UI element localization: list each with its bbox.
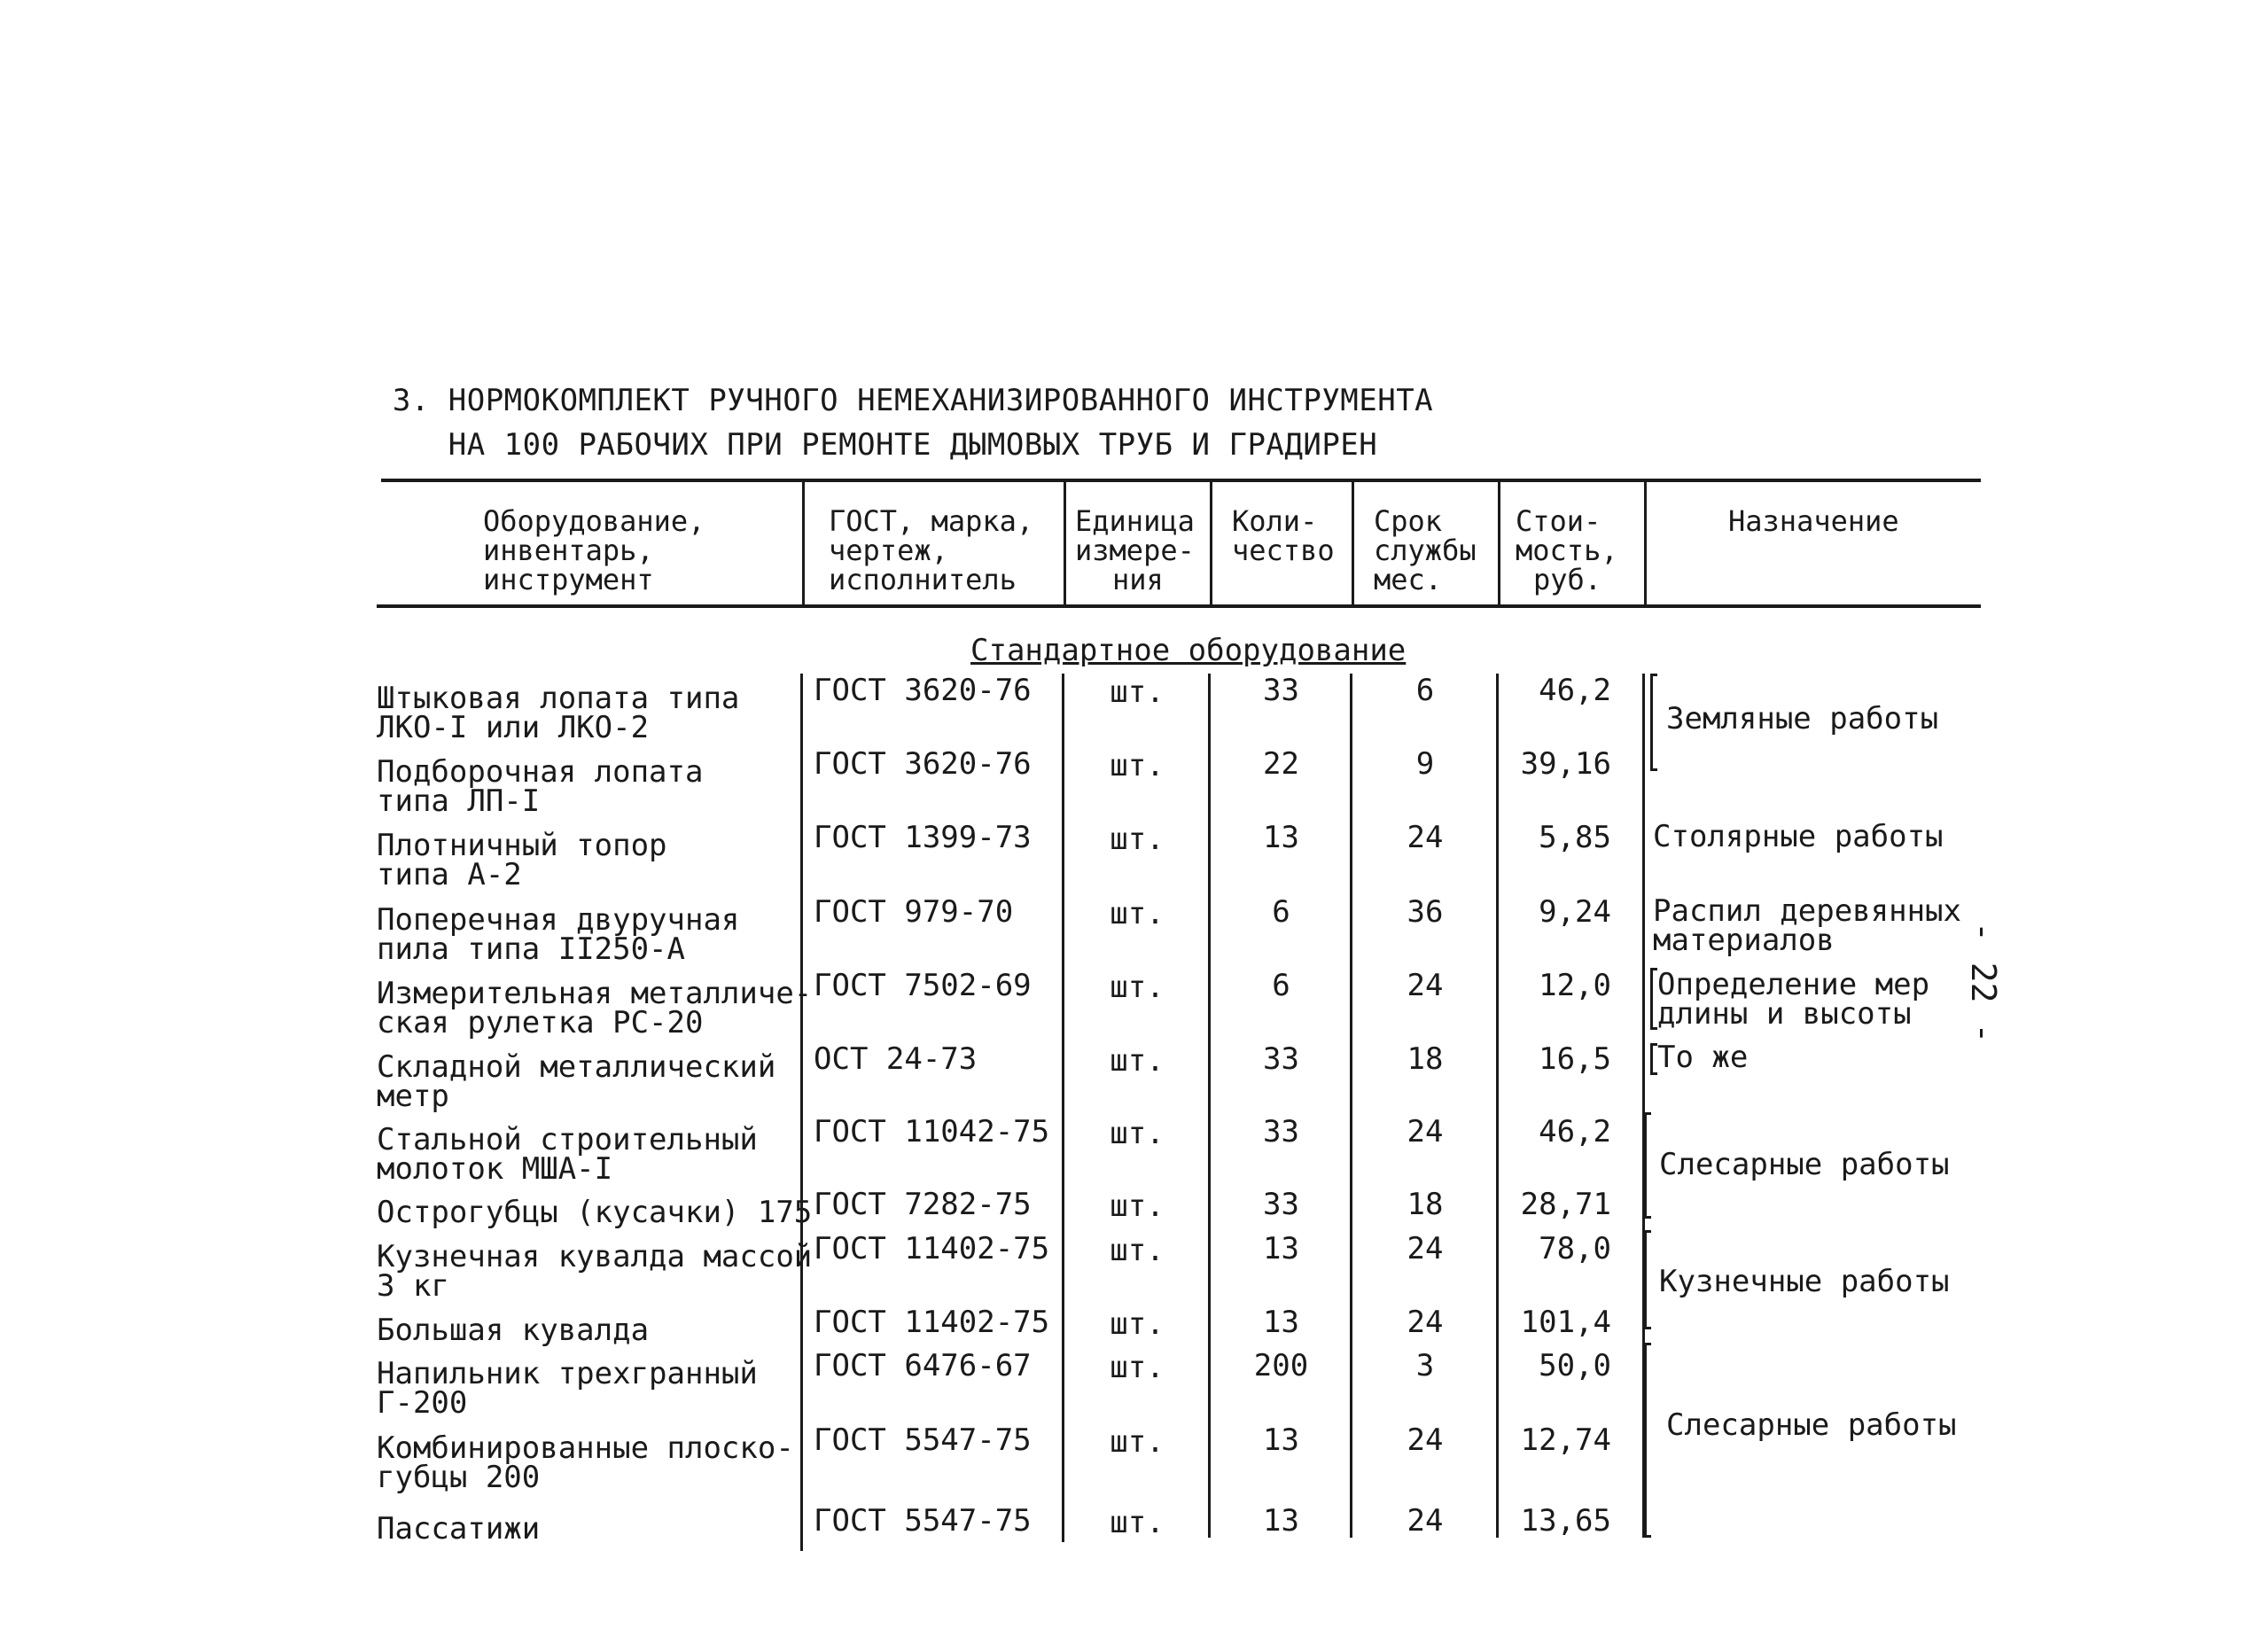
- body-sep-4: [1350, 674, 1352, 1538]
- row-9-gost: ГОСТ 11402-75: [814, 1231, 1050, 1266]
- header-cost-l2: мость,: [1516, 534, 1618, 567]
- row-10-qty: 13: [1263, 1305, 1299, 1340]
- header-equipment-l2: инвентарь,: [483, 534, 654, 567]
- header-unit-l2: измере-: [1075, 534, 1195, 567]
- row-7-unit: шт.: [1110, 1116, 1165, 1151]
- row-6-gost: ОСТ 24-73: [814, 1041, 978, 1077]
- purpose-1: Земляные работы: [1666, 701, 1939, 736]
- row-10-unit: шт.: [1110, 1306, 1165, 1342]
- row-2-cost: 39,16: [1520, 746, 1611, 782]
- row-2-name-l2: типа ЛП-I: [377, 783, 541, 819]
- row-13-cost: 13,65: [1520, 1503, 1611, 1539]
- row-11-gost: ГОСТ 6476-67: [814, 1348, 1032, 1383]
- purpose-3-l1: Распил деревянных: [1653, 893, 1961, 929]
- row-13-gost: ГОСТ 5547-75: [814, 1503, 1032, 1539]
- row-6-name-l1: Складной металлический: [377, 1049, 776, 1085]
- header-life: [1374, 504, 1477, 596]
- row-12-name-l1: Комбинированные плоско-: [377, 1430, 794, 1466]
- header-sep-6: [1644, 482, 1647, 604]
- header-unit-l1: Единица: [1075, 504, 1195, 538]
- row-13-name-l1: Пассатижи: [377, 1511, 541, 1547]
- purpose-4-l2: длины и высоты: [1657, 996, 1912, 1032]
- row-2-name-l1: Подборочная лопата: [377, 754, 704, 790]
- row-11-qty: 200: [1253, 1348, 1309, 1383]
- row-3-gost: ГОСТ 1399-73: [814, 820, 1032, 855]
- row-2-unit: шт.: [1110, 748, 1165, 783]
- page-number: - 22 -: [1964, 922, 2003, 1044]
- header-qty: [1232, 504, 1335, 567]
- row-4-gost: ГОСТ 979-70: [814, 894, 1014, 930]
- row-12-cost: 12,74: [1520, 1422, 1611, 1458]
- row-13-life: 24: [1407, 1503, 1444, 1539]
- row-1-name-l2: ЛКО-I или ЛКО-2: [377, 710, 650, 745]
- row-13-qty: 13: [1263, 1503, 1299, 1539]
- header-gost-l1: ГОСТ, марка,: [829, 504, 1034, 538]
- row-1-unit: шт.: [1110, 674, 1165, 710]
- row-10-life: 24: [1407, 1305, 1444, 1340]
- row-8-gost: ГОСТ 7282-75: [814, 1187, 1032, 1222]
- header-cost: [1516, 504, 1618, 596]
- purpose-4-l1: Определение мер: [1657, 967, 1930, 1002]
- row-3-cost: 5,85: [1539, 820, 1611, 855]
- purpose-5: То же: [1657, 1040, 1749, 1075]
- purpose-3-l2: материалов: [1653, 923, 1835, 958]
- row-4-cost: 9,24: [1539, 894, 1611, 930]
- row-7-life: 24: [1407, 1114, 1444, 1149]
- header-life-l2: службы: [1374, 534, 1477, 567]
- row-7-qty: 33: [1263, 1114, 1299, 1149]
- header-sep-2: [1064, 482, 1066, 604]
- body-sep-5: [1496, 674, 1499, 1538]
- row-9-qty: 13: [1263, 1231, 1299, 1266]
- row-1-life: 6: [1415, 673, 1435, 708]
- row-4-name-l1: Поперечная двуручная: [377, 902, 740, 938]
- row-1-gost: ГОСТ 3620-76: [814, 673, 1032, 708]
- row-11-name-l1: Напильник трехгранный: [377, 1356, 758, 1391]
- row-7-name-l2: молоток МША-I: [377, 1151, 613, 1187]
- row-3-name-l1: Плотничный топор: [377, 828, 667, 863]
- row-8-life: 18: [1407, 1187, 1444, 1222]
- header-qty-l2: чество: [1232, 534, 1335, 567]
- row-4-unit: шт.: [1110, 896, 1165, 931]
- row-5-gost: ГОСТ 7502-69: [814, 968, 1032, 1003]
- table-title-line-2: НА 100 РАБОЧИХ ПРИ РЕМОНТЕ ДЫМОВЫХ ТРУБ И ГРАДИРЕН: [448, 427, 1378, 463]
- header-purpose: [1728, 504, 1899, 538]
- header-qty-l1: Коли-: [1232, 504, 1318, 538]
- header-unit: [1075, 504, 1195, 596]
- purpose-brace-6: [1644, 1112, 1647, 1219]
- row-9-life: 24: [1407, 1231, 1444, 1266]
- header-sep-4: [1352, 482, 1354, 604]
- row-1-cost: 46,2: [1539, 673, 1611, 708]
- row-5-cost: 12,0: [1539, 968, 1611, 1003]
- header-sep-5: [1498, 482, 1500, 604]
- purpose-8: Слесарные работы: [1666, 1407, 1957, 1443]
- purpose-brace-1: [1650, 674, 1653, 771]
- row-3-name-l2: типа А-2: [377, 857, 522, 892]
- header-bottom-rule: [377, 604, 1981, 608]
- row-2-life: 9: [1415, 746, 1435, 782]
- row-11-unit: шт.: [1110, 1350, 1165, 1385]
- header-gost: [829, 504, 1034, 596]
- purpose-2: Столярные работы: [1653, 819, 1944, 854]
- row-10-name-l1: Большая кувалда: [377, 1313, 650, 1348]
- row-12-gost: ГОСТ 5547-75: [814, 1422, 1032, 1458]
- purpose-brace-4: [1650, 968, 1653, 1030]
- row-1-qty: 33: [1263, 673, 1299, 708]
- row-3-unit: шт.: [1110, 822, 1165, 857]
- row-7-gost: ГОСТ 11042-75: [814, 1114, 1050, 1149]
- row-4-life: 36: [1407, 894, 1444, 930]
- row-6-life: 18: [1407, 1041, 1444, 1077]
- header-equipment-l1: Оборудование,: [483, 504, 705, 538]
- row-5-name-l1: Измерительная металличе-: [377, 976, 813, 1011]
- row-8-unit: шт.: [1110, 1188, 1165, 1224]
- row-12-name-l2: губцы 200: [377, 1460, 541, 1495]
- row-7-cost: 46,2: [1539, 1114, 1611, 1149]
- header-cost-l1: Стои-: [1516, 504, 1601, 538]
- purpose-brace-8: [1644, 1343, 1647, 1538]
- header-life-l1: Срок: [1374, 504, 1443, 538]
- section-title: Стандартное оборудование: [970, 633, 1407, 668]
- row-5-unit: шт.: [1110, 970, 1165, 1005]
- header-equipment-l3: инструмент: [483, 563, 654, 596]
- row-8-qty: 33: [1263, 1187, 1299, 1222]
- row-6-unit: шт.: [1110, 1043, 1165, 1079]
- header-gost-l2: чертеж,: [829, 534, 948, 567]
- row-8-cost: 28,71: [1520, 1187, 1611, 1222]
- row-12-unit: шт.: [1110, 1424, 1165, 1460]
- row-5-qty: 6: [1272, 968, 1290, 1003]
- table-top-rule: [381, 479, 1981, 482]
- row-4-qty: 6: [1272, 894, 1290, 930]
- row-6-qty: 33: [1263, 1041, 1299, 1077]
- purpose-brace-5: [1650, 1043, 1653, 1075]
- row-5-life: 24: [1407, 968, 1444, 1003]
- body-sep-1: [800, 674, 803, 1551]
- row-11-name-l2: Г-200: [377, 1385, 468, 1421]
- row-9-name-l2: 3 кг: [377, 1268, 449, 1304]
- header-sep-3: [1210, 482, 1212, 604]
- header-life-l3: мес.: [1374, 563, 1443, 596]
- body-sep-2: [1062, 674, 1064, 1542]
- row-5-name-l2: ская рулетка РС-20: [377, 1005, 704, 1040]
- row-9-name-l1: Кузнечная кувалда массой: [377, 1239, 813, 1274]
- header-sep-1: [802, 482, 805, 604]
- row-7-name-l1: Стальной строительный: [377, 1122, 758, 1157]
- row-10-cost: 101,4: [1520, 1305, 1611, 1340]
- row-1-name-l1: Штыковая лопата типа: [377, 681, 740, 716]
- row-12-life: 24: [1407, 1422, 1444, 1458]
- header-purpose-l1: Назначение: [1728, 504, 1899, 538]
- row-3-life: 24: [1407, 820, 1444, 855]
- row-11-life: 3: [1415, 1348, 1435, 1383]
- row-4-name-l2: пила типа II250-А: [377, 931, 685, 967]
- row-10-gost: ГОСТ 11402-75: [814, 1305, 1050, 1340]
- header-gost-l3: исполнитель: [829, 563, 1017, 596]
- purpose-6: Слесарные работы: [1659, 1147, 1950, 1182]
- row-13-unit: шт.: [1110, 1505, 1165, 1540]
- row-3-qty: 13: [1263, 820, 1299, 855]
- body-sep-3: [1208, 674, 1211, 1538]
- row-6-cost: 16,5: [1539, 1041, 1611, 1077]
- header-unit-l3: ния: [1112, 563, 1164, 596]
- purpose-brace-7: [1644, 1230, 1647, 1329]
- row-12-qty: 13: [1263, 1422, 1299, 1458]
- header-cost-l3: руб.: [1533, 563, 1602, 596]
- purpose-7: Кузнечные работы: [1659, 1264, 1950, 1299]
- header-equipment: [483, 504, 705, 596]
- row-2-qty: 22: [1263, 746, 1299, 782]
- row-2-gost: ГОСТ 3620-76: [814, 746, 1032, 782]
- table-title-line-1: 3. НОРМОКОМПЛЕКТ РУЧНОГО НЕМЕХАНИЗИРОВАННОГО ИНСТРУМЕНТА: [392, 383, 1434, 418]
- row-8-name-l1: Острогубцы (кусачки) 175: [377, 1195, 813, 1230]
- row-6-name-l2: метр: [377, 1079, 449, 1114]
- row-9-cost: 78,0: [1539, 1231, 1611, 1266]
- row-9-unit: шт.: [1110, 1233, 1165, 1268]
- row-11-cost: 50,0: [1539, 1348, 1611, 1383]
